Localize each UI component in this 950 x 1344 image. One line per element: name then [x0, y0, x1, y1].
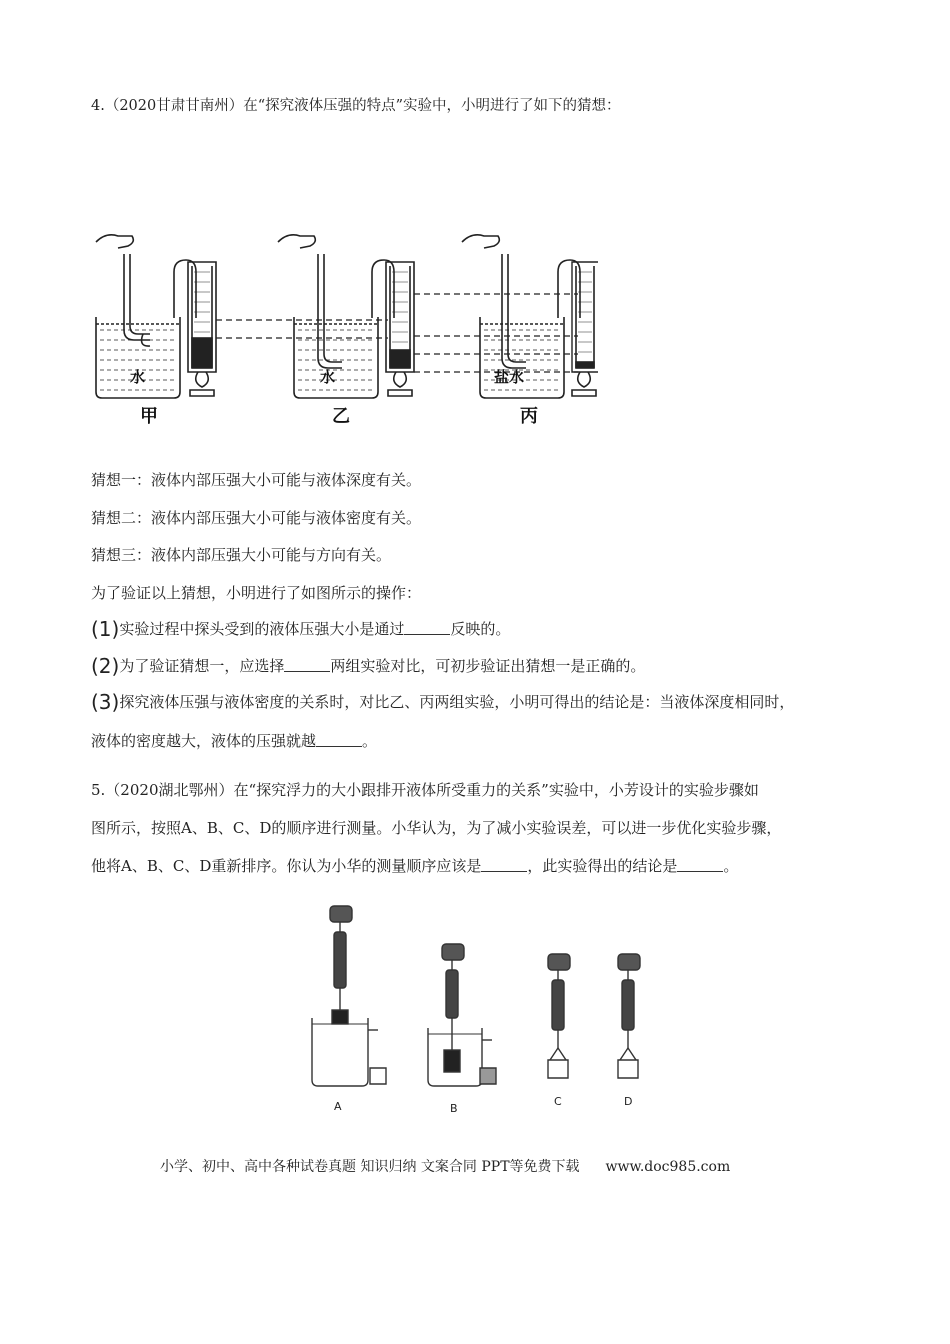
guess-one: 猜想一：液体内部压强大小可能与液体深度有关。	[91, 471, 422, 489]
answer-blank[interactable]	[284, 657, 330, 672]
sub-question-3-cont: 液体的密度越大，液体的压强就越 。	[91, 732, 378, 750]
label-d: D	[624, 1095, 633, 1108]
question-5-line-3: 他将A、B、C、D重新排序。你认为小华的测量顺序应该是 ，此实验得出的结论是 。	[91, 857, 739, 875]
footer-text: 小学、初中、高中各种试卷真题 知识归纳 文案合同 PPT等免费下载	[160, 1159, 580, 1175]
label-jia: 甲	[140, 406, 158, 427]
sub-question-3-number: (3)	[91, 690, 120, 714]
label-salt-water: 盐水	[494, 368, 525, 386]
buoyancy-experiment-figure	[300, 900, 650, 1115]
guess-two: 猜想二：液体内部压强大小可能与液体密度有关。	[91, 509, 422, 527]
answer-blank[interactable]	[481, 857, 527, 872]
question-5-line-1: 5.（2020湖北鄂州）在“探究浮力的大小跟排开液体所受重力的关系”实验中，小芳设计的实验步骤如	[91, 781, 759, 799]
label-c: C	[554, 1095, 562, 1108]
answer-blank[interactable]	[404, 620, 450, 635]
sub-question-1: (1)实验过程中探头受到的液体压强大小是通过 反映的。	[91, 617, 511, 641]
label-water-b: 水	[320, 368, 336, 386]
sub-question-2-number: (2)	[91, 654, 120, 678]
sub-question-3: (3)探究液体压强与液体密度的关系时，对比乙、丙两组实验，小明可得出的结论是：当液体深度相同时，	[91, 690, 795, 714]
sub-question-2: (2)为了验证猜想一，应选择 两组实验对比，可初步验证出猜想一是正确的。	[91, 654, 646, 678]
operation-intro: 为了验证以上猜想，小明进行了如图所示的操作：	[91, 584, 422, 602]
label-bing: 丙	[520, 406, 538, 427]
question-5-line-2: 图所示，按照A、B、C、D的顺序进行测量。小华认为，为了减小实验误差，可以进一步优化实验步骤，	[91, 819, 782, 837]
sub-question-1-number: (1)	[91, 617, 120, 641]
pressure-experiment-figure	[88, 222, 598, 432]
page-footer	[160, 1156, 730, 1176]
label-b: B	[450, 1102, 458, 1115]
guess-three: 猜想三：液体内部压强大小可能与方向有关。	[91, 546, 392, 564]
answer-blank[interactable]	[316, 732, 362, 747]
label-water-a: 水	[130, 368, 146, 386]
question-4-stem: 4.（2020甘肃甘南州）在“探究液体压强的特点”实验中，小明进行了如下的猜想：	[91, 98, 621, 114]
footer-url[interactable]: www.doc985.com	[605, 1159, 731, 1175]
answer-blank[interactable]	[677, 857, 723, 872]
label-a: A	[334, 1100, 342, 1113]
label-yi: 乙	[332, 406, 350, 427]
